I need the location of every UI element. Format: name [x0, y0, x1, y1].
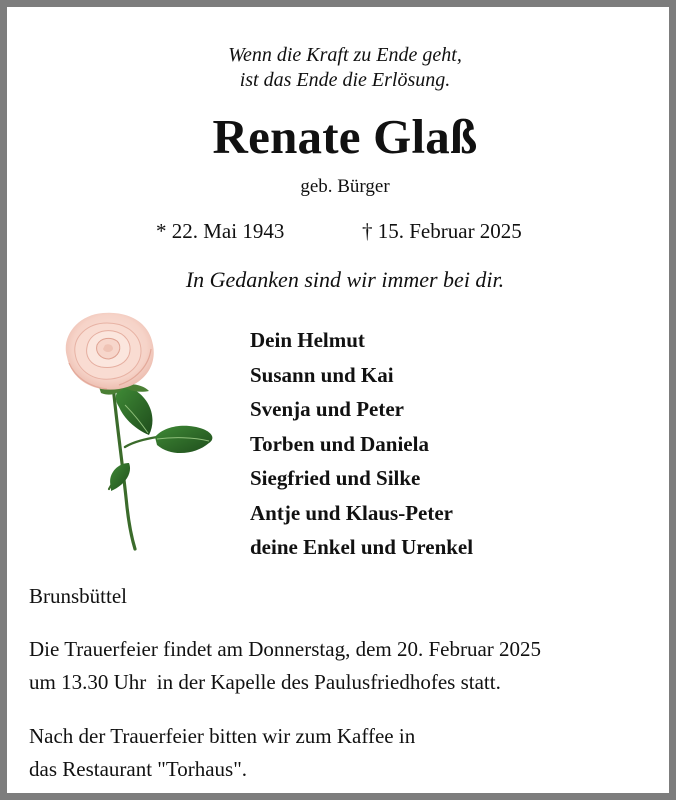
town-name: Brunsbüttel [29, 584, 127, 608]
birth-date: * 22. Mai 1943 [156, 219, 285, 243]
funeral-info [29, 633, 541, 699]
mourner-name: Svenja und Peter [250, 397, 404, 421]
funeral-info-line-2: um 13.30 Uhr in der Kapelle des Paulusfriedhofes statt. [29, 670, 501, 694]
mourner-name: Siegfried und Silke [250, 466, 421, 490]
coffee-info [29, 720, 415, 786]
coffee-info-line-1: Nach der Trauerfeier bitten wir zum Kaffee in [29, 724, 416, 748]
mourner-name: Susann und Kai [250, 362, 394, 387]
mourner-name: deine Enkel und Urenkel [250, 535, 474, 559]
death-date: † 15. Februar 2025 [362, 219, 522, 243]
maiden-name: geb. Bürger [300, 176, 390, 197]
mourner-name: Antje und Klaus-Peter [250, 500, 453, 525]
quote-line-2: ist das Ende die Erlösung. [239, 69, 451, 91]
rose-icon [53, 307, 225, 557]
mourners-list [250, 323, 473, 565]
mourner-name: Torben und Daniela [250, 431, 429, 456]
quote-line-1: Wenn die Kraft zu Ende geht, [228, 44, 462, 66]
deceased-name: Renate Glaß [212, 109, 478, 164]
funeral-info-line-1: Die Trauerfeier findet am Donnerstag, dem 20. Februar 2025 [29, 637, 542, 661]
coffee-info-line-2: das Restaurant "Torhaus". [29, 757, 248, 781]
memorial-line: In Gedanken sind wir immer bei dir. [185, 267, 505, 292]
mourner-name: Dein Helmut [250, 328, 365, 352]
